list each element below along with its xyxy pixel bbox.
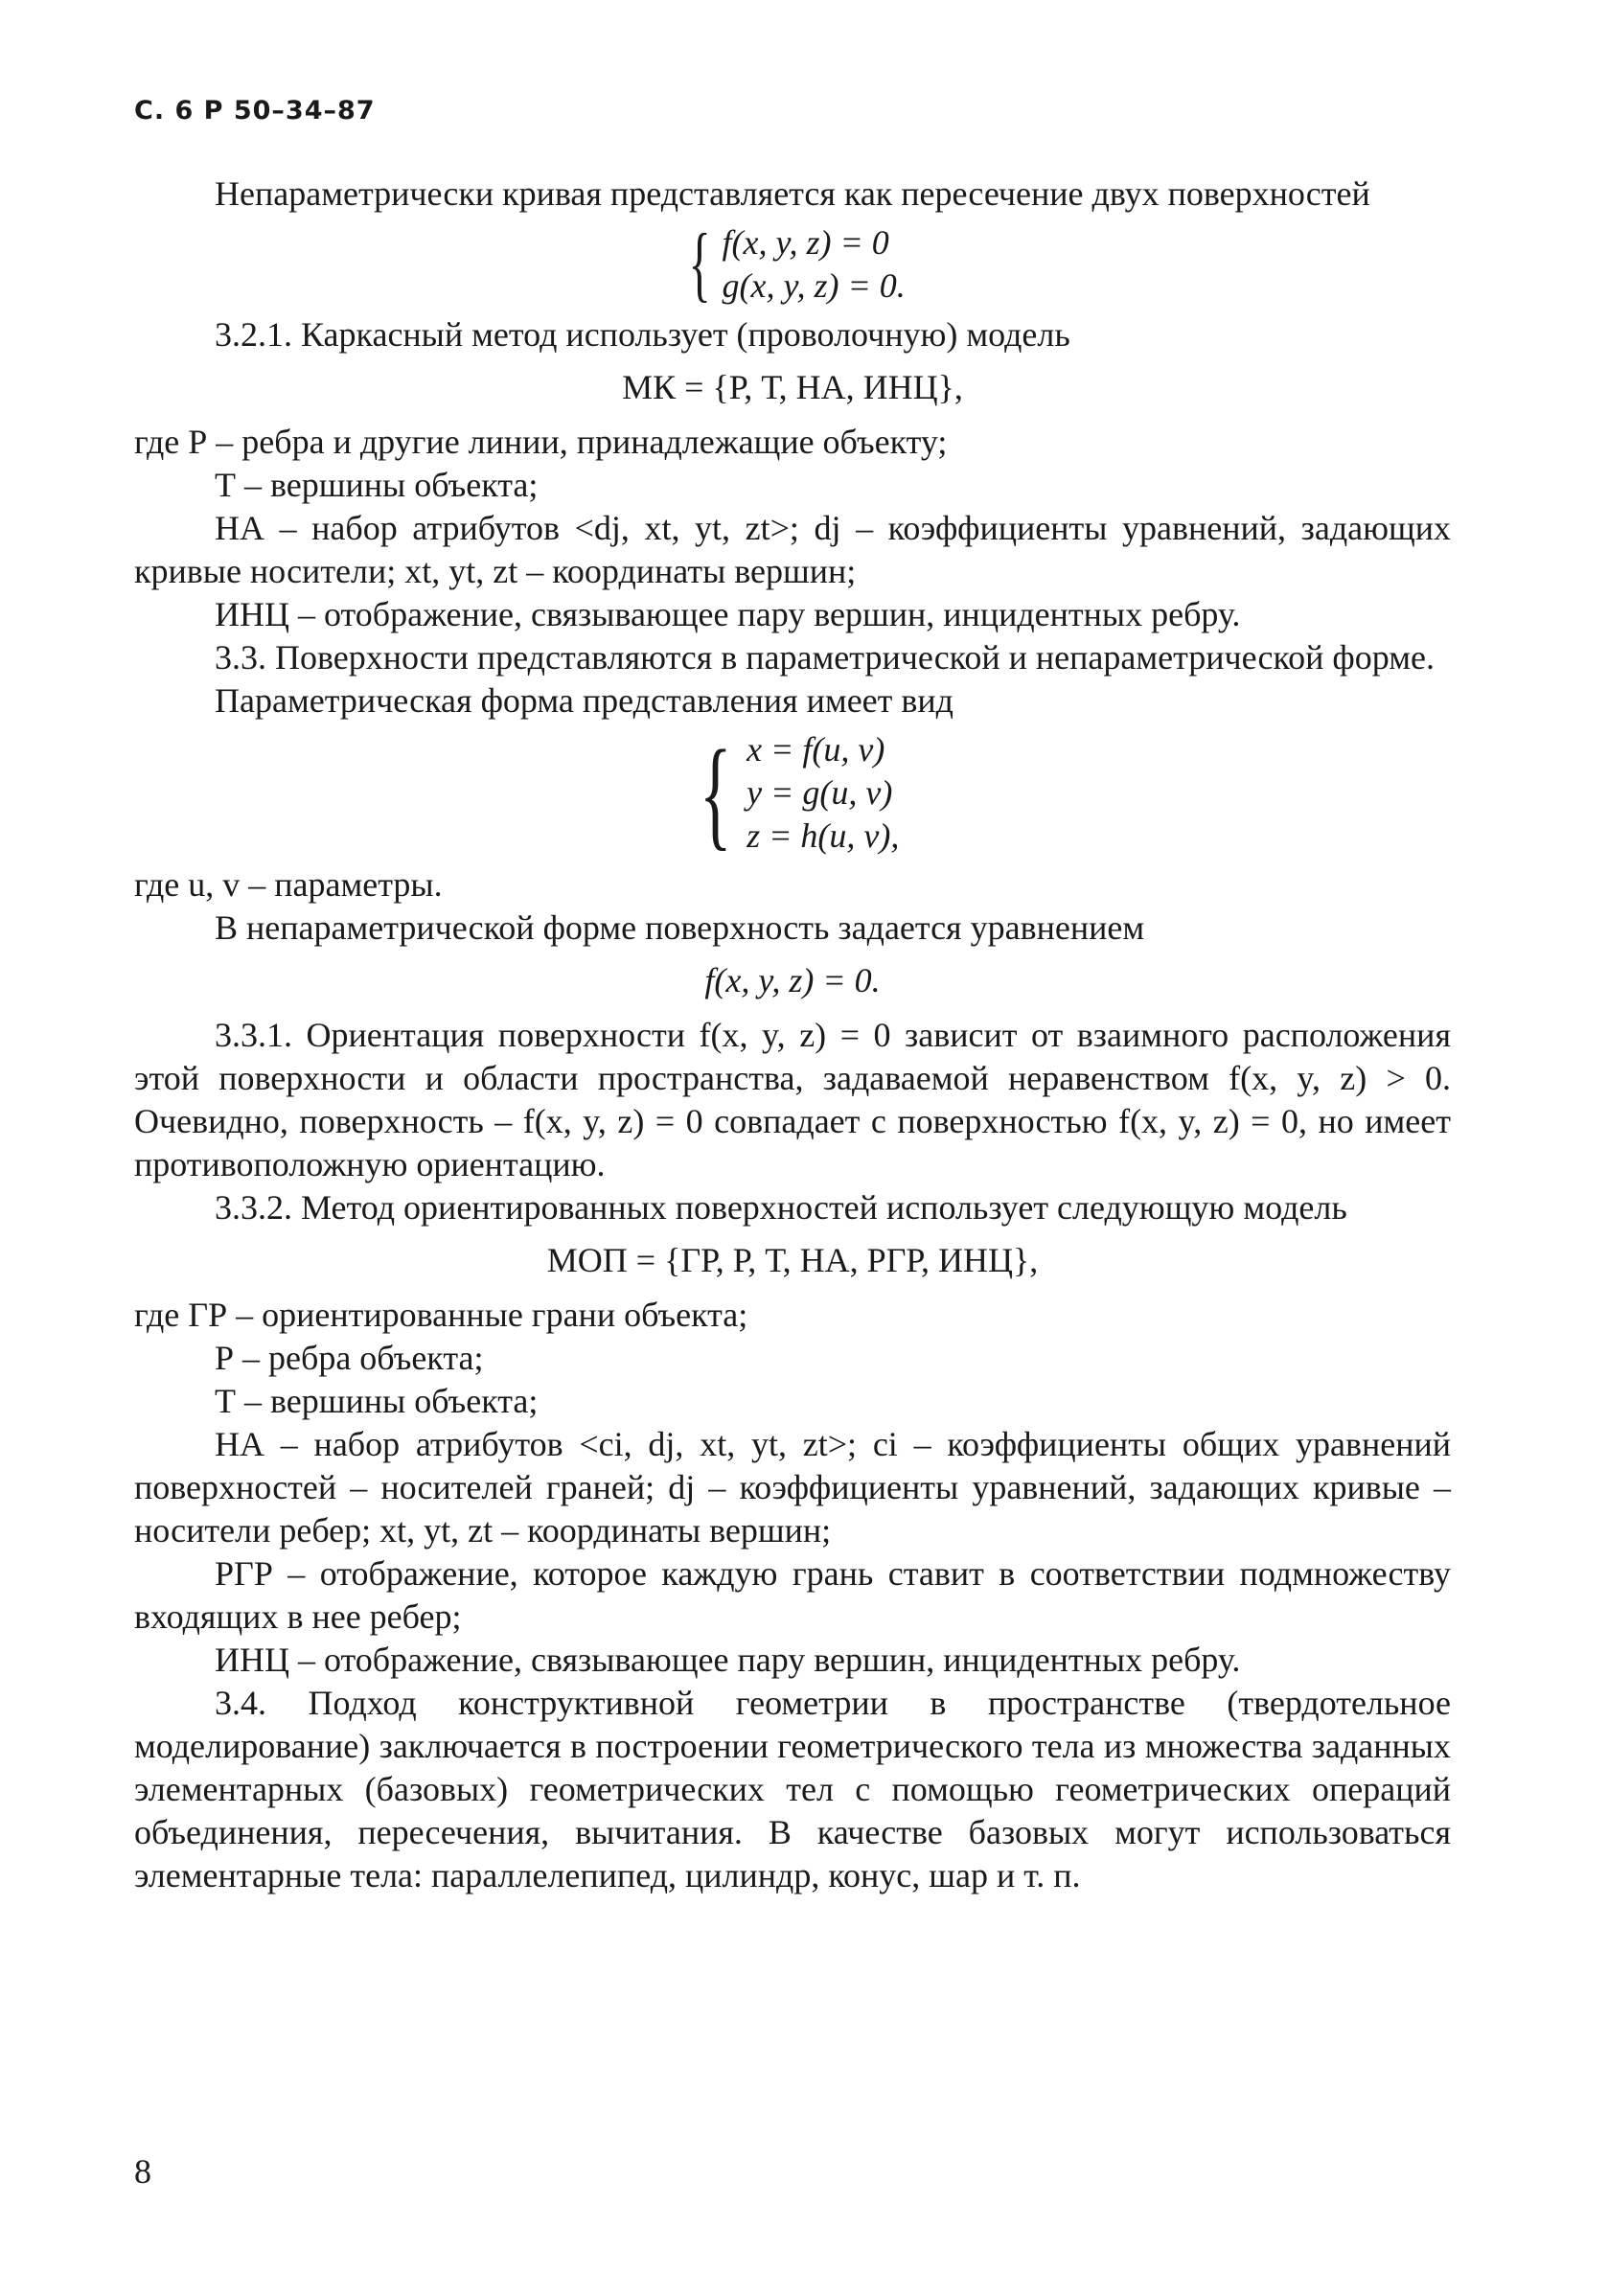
definition-p: Р – ребра объекта; xyxy=(215,1339,484,1377)
definition-inc: ИНЦ – отображение, связывающее пару вершин, инцидентных ребру. xyxy=(215,595,1241,633)
equation-g: g(x, y, z) = 0. xyxy=(722,266,906,305)
paragraph-3-3-2: 3.3.2. Метод ориентированных поверхностей использует следующую модель xyxy=(215,1188,1347,1227)
definition-rgr: РГР – отображение, которое каждую грань ставит в соответствии подмножеству входящих в нее ребер; xyxy=(134,1554,1451,1636)
formula-mop: МОП = {ГР, Р, Т, НА, РГР, ИНЦ}, xyxy=(546,1241,1039,1279)
paragraph-curve-intersection: Непараметрически кривая представляется как пересечение двух поверхностей xyxy=(215,174,1370,213)
paragraph-3-2-1: 3.2.1. Каркасный метод использует (проволочную) модель xyxy=(215,315,1070,354)
equation-x: x = f(u, v) xyxy=(747,730,885,769)
equation-y: y = g(u, v) xyxy=(747,773,893,812)
formula-mk: МК = {Р, Т, НА, ИНЦ}, xyxy=(622,368,963,406)
system-curve xyxy=(134,218,1451,310)
definition-gr: где ГР – ориентированные грани объекта; xyxy=(134,1296,748,1334)
system-parametric xyxy=(134,724,1451,861)
definition-t: Т – вершины объекта; xyxy=(215,1382,539,1420)
paragraph-3-4: 3.4. Подход конструктивной геометрии в пространстве (твердотельное моделирование) заключается в построении геометрического тела из множества заданных элементарных (базовых) геометрических тел с помощью геометрических операций объединения, пересечения, вычитания. В качестве базовых могут использоваться элементарные тела: параллелепипед, цилиндр, конус, шар и т. п. xyxy=(134,1684,1451,1894)
equation-f: f(x, y, z) = 0 xyxy=(722,223,889,262)
definition-p: где Р – ребра и другие линии, принадлежащие объекту; xyxy=(134,423,948,461)
definition-inc: ИНЦ – отображение, связывающее пару вершин, инцидентных ребру. xyxy=(215,1641,1241,1679)
paragraph-parameters: где u, v – параметры. xyxy=(134,865,443,904)
page-header: С. 6 Р 50–34–87 xyxy=(134,96,376,126)
brace-symbol: { xyxy=(699,724,732,861)
document-body xyxy=(134,172,1451,1897)
definition-na: НА – набор атрибутов <ci, dj, xt, yt, zt>; ci – коэффициенты общих уравнений поверхностей – носителей граней; dj – коэффициенты уравнений, задающих кривые – носители ребер; xt, yt, zt – координаты вершин; xyxy=(134,1425,1451,1550)
formula-f: f(x, y, z) = 0. xyxy=(704,961,881,999)
page-number: 8 xyxy=(134,2152,151,2191)
paragraph-3-3-1: 3.3.1. Ориентация поверхности f(x, y, z) = 0 зависит от взаимного расположения этой поверхности и области пространства, задаваемой неравенством f(x, y, z) > 0. Очевидно, поверхность – f(x, y, z) = 0 совпадает с поверхностью f(x, y, z) = 0, но имеет противоположную ориентацию. xyxy=(134,1016,1451,1183)
paragraph-parametric: Параметрическая форма представления имеет вид xyxy=(215,681,953,720)
equation-z: z = h(u, v), xyxy=(747,816,900,855)
definition-na: НА – набор атрибутов <dj, xt, yt, zt>; dj – коэффициенты уравнений, задающих кривые носители; xt, yt, zt – координаты вершин; xyxy=(134,509,1451,590)
definition-t: Т – вершины объекта; xyxy=(215,466,539,504)
brace-symbol: { xyxy=(688,218,711,310)
paragraph-3-3: 3.3. Поверхности представляются в параметрической и непараметрической форме. xyxy=(215,638,1435,677)
paragraph-nonparametric: В непараметрической форме поверхность задается уравнением xyxy=(215,908,1145,947)
